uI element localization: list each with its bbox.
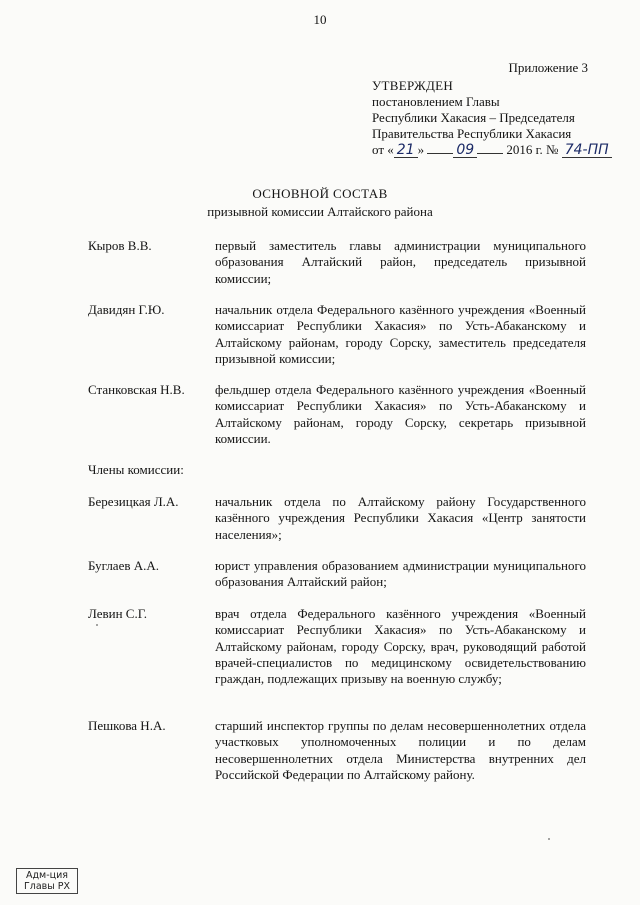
commission-entry	[88, 606, 586, 687]
member-name: Давидян Г.Ю.	[88, 302, 165, 317]
commission-entry	[88, 558, 586, 591]
handwritten-month: 09	[453, 144, 477, 158]
scan-speck	[96, 624, 98, 626]
handwritten-day: 21	[394, 144, 418, 158]
page-number: 10	[313, 12, 327, 27]
member-name: Левин С.Г.	[88, 606, 148, 621]
document-subtitle: призывной комиссии Алтайского района	[207, 204, 433, 219]
appendix-label: Приложение 3	[508, 60, 588, 75]
approval-heading: УТВЕРЖДЕН	[372, 78, 454, 93]
member-role: первый заместитель главы администрации муниципального образования Алтайский район, председатель призывной комиссии;	[215, 238, 586, 286]
member-name: Пешкова Н.А.	[88, 718, 166, 733]
month-blank-right	[477, 153, 503, 154]
commission-entry	[88, 718, 586, 783]
year-text: 2016 г. №	[506, 142, 559, 157]
stamp-line-2: Главы РХ	[23, 881, 71, 892]
stamp-line-1: Адм-ция	[25, 870, 69, 881]
members-heading: Члены комиссии:	[88, 462, 184, 477]
approval-block	[372, 78, 612, 158]
approval-line-1: постановлением Главы	[372, 94, 500, 109]
commission-entry	[88, 382, 586, 447]
commission-entry	[88, 494, 586, 543]
approval-line-3: Правительства Республики Хакасия	[372, 126, 572, 141]
commission-entry	[88, 238, 586, 287]
date-separator: »	[417, 142, 425, 157]
approval-date-line	[372, 142, 612, 158]
month-blank-left	[427, 153, 453, 154]
member-name: Березицкая Л.А.	[88, 494, 179, 509]
scan-speck	[548, 838, 550, 840]
document-title: ОСНОВНОЙ СОСТАВ	[252, 186, 388, 201]
handwritten-number: 74-ПП	[562, 144, 612, 158]
member-name: Станковская Н.В.	[88, 382, 185, 397]
member-role: врач отдела Федерального казённого учреждения «Военный комиссариат Республики Хакасия» по Усть-Абаканскому и Алтайскому районам, городу Сорску, врач, руководящий работой врачей-специалистов по медицинскому освидетельствованию граждан, подлежащих призыву на военную службу;	[215, 606, 586, 687]
registration-stamp	[16, 868, 78, 894]
member-role: фельдшер отдела Федерального казённого учреждения «Военный комиссариат Республики Хакасия» по Усть-Абаканскому и Алтайскому районам, городу Сорску, секретарь призывной комиссии.	[215, 382, 586, 446]
member-role: старший инспектор группы по делам несовершеннолетних отдела участковых уполномоченных полиции и по делам несовершеннолетних отдела Министерства внутренних дел Российской Федерации по Алтайскому району.	[215, 718, 586, 782]
date-prefix: от «	[372, 142, 394, 157]
approval-line-2: Республики Хакасия – Председателя	[372, 110, 575, 125]
member-name: Буглаев А.А.	[88, 558, 160, 573]
member-role: юрист управления образованием администрации муниципального образования Алтайский район;	[215, 558, 586, 590]
commission-entry	[88, 302, 586, 367]
member-name: Кыров В.В.	[88, 238, 152, 253]
member-role: начальник отдела по Алтайскому району Государственного казённого учреждения Республики Хакасия «Центр занятости населения»;	[215, 494, 586, 542]
member-role: начальник отдела Федерального казённого учреждения «Военный комиссариат Республики Хакасия» по Усть-Абаканскому и Алтайскому районам, городу Сорску, заместитель председателя призывной комиссии;	[215, 302, 586, 366]
